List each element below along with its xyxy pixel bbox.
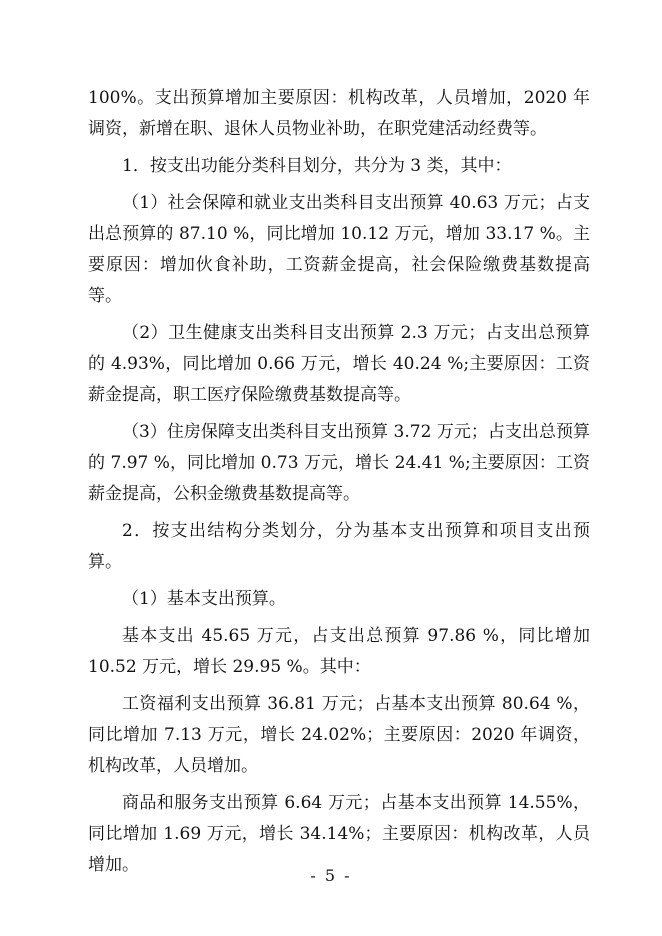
page-number: - 5 - [310, 866, 352, 885]
body-text [88, 83, 590, 887]
paragraph-continuation: 100%。支出预算增加主要原因：机构改革，人员增加，2020 年调资，新增在职、退休人员物业补助，在职党建活动经费等。 [88, 88, 590, 139]
paragraph-salary-welfare: 工资福利支出预算 36.81 万元；占基本支出预算 80.64 %，同比增加 7.13 万元，增长 24.02%；主要原因：2020 年调资，机构改革，人员增加。 [88, 694, 590, 776]
paragraph-structural-classification: 2．按支出结构分类划分，分为基本支出预算和项目支出预算。 [88, 521, 590, 572]
paragraph-basic-expenditure-heading: （1）基本支出预算。 [122, 589, 286, 609]
paragraph-social-security: （1）社会保障和就业支出类科目支出预算 40.63 万元；占支出总预算的 87.10 %，同比增加 10.12 万元，增加 33.17 %。主要原因：增加伙食补助，工资薪金提高，社会保险缴费基数提高等。 [88, 193, 590, 306]
paragraph-housing: （3）住房保障支出类科目支出预算 3.72 万元；占支出总预算的 7.97 %，同比增加 0.73 万元，增长 24.41 %;主要原因：工资薪金提高，公积金缴费基数提高等。 [88, 422, 590, 504]
paragraph-health: （2）卫生健康支出类科目支出预算 2.3 万元；占支出总预算的 4.93%，同比增加 0.66 万元，增长 40.24 %;主要原因：工资薪金提高，职工医疗保险缴费基数提高等。 [88, 323, 590, 405]
paragraph-functional-classification: 1．按支出功能分类科目划分，共分为 3 类，其中： [122, 156, 512, 176]
paragraph-goods-services: 商品和服务支出预算 6.64 万元；占基本支出预算 14.55%，同比增加 1.69 万元，增长 34.14%；主要原因：机构改革，人员增加。 [88, 793, 590, 875]
paragraph-basic-expenditure: 基本支出 45.65 万元，占支出总预算 97.86 %，同比增加 10.52 万元，增长 29.95 %。其中： [88, 626, 590, 677]
